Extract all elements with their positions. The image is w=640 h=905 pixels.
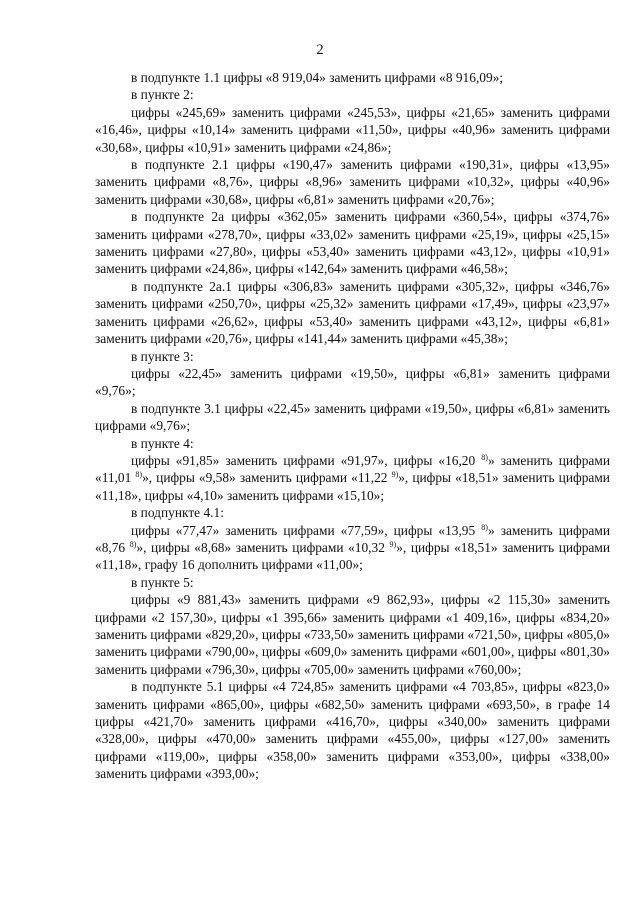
paragraph-2a: в подпункте 2а цифры «362,05» заменить цифрами «360,54», цифры «374,76» заменить цифрами «278,70», цифры «33,02» заменить цифрами «25,19», цифры «25,15» заменить цифрами «27,80», цифры «53,40» заменить цифрами «43,12», цифры «10,91» заменить цифрами «24,86», цифры «142,64» заменить цифрами «46,58»;	[95, 209, 610, 277]
paragraph-item-3: цифры «22,45» заменить цифрами «19,50», цифры «6,81» заменить цифрами «9,76»;	[95, 365, 610, 399]
footnote-ref: 8)	[135, 470, 143, 480]
footnote-ref: 9)	[389, 539, 397, 549]
paragraph-item-4	[95, 452, 610, 504]
text-segment: » заменить цифрами «8,76	[95, 522, 610, 555]
paragraph-4-1	[95, 522, 610, 574]
paragraph-5-1: в подпункте 5.1 цифры «4 724,85» заменить цифрами «4 703,85», цифры «823,0» заменить цифрами «865,00», цифры «682,50» заменить цифрами «693,50», в графе 14 цифры «421,70» заменить цифрами «416,70», цифры «340,00» заменить цифрами «328,00», цифры «470,00» заменить цифрами «455,00», цифры «127,00» заменить цифрами «119,00», цифры «358,00» заменить цифрами «353,00», цифры «338,00» заменить цифрами «393,00»;	[95, 679, 610, 782]
footnote-ref: 9)	[391, 470, 399, 480]
paragraph-2-1: в подпункте 2.1 цифры «190,47» заменить цифрами «190,31», цифры «13,95» заменить цифрами «8,76», цифры «8,96» заменить цифрами «10,32», цифры «40,96» заменить цифрами «30,68», цифры «6,81» заменить цифрами «20,76»;	[95, 157, 610, 207]
text-segment: цифры «91,85» заменить цифрами «91,97», цифры «16,20	[131, 452, 476, 468]
paragraph-3-1: в подпункте 3.1 цифры «22,45» заменить цифрами «19,50», цифры «6,81» заменить цифрами «9,76»;	[95, 400, 610, 434]
paragraph-item-5: цифры «9 881,43» заменить цифрами «9 862,93», цифры «2 115,30» заменить цифрами «2 157,30», цифры «1 395,66» заменить цифрами «1 409,16», цифры «834,20» заменить цифрами «829,20», цифры «733,50» заменить цифрами «721,50», цифры «805,0» заменить цифрами «790,00», цифры «609,0» заменить цифрами «601,00», цифры «801,30» заменить цифрами «796,30», цифры «705,00» заменить цифрами «760,00»;	[95, 592, 610, 677]
paragraph-item-2-heading: в пункте 2:	[131, 87, 194, 103]
page-number: 2	[316, 42, 324, 58]
paragraph-2a-1: в подпункте 2а.1 цифры «306,83» заменить цифрами «305,32», цифры «346,76» заменить цифрами «250,70», цифры «25,32» заменить цифрами «17,49», цифры «23,97» заменить цифрами «26,62», цифры «53,40» заменить цифрами «43,12», цифры «6,81» заменить цифрами «20,76», цифры «141,44» заменить цифрами «45,38»;	[95, 278, 610, 347]
text-segment: цифры «77,47» заменить цифрами «77,59», цифры «13,95	[131, 522, 476, 538]
footnote-ref: 8)	[481, 522, 488, 532]
paragraph-1-1: в подпункте 1.1 цифры «8 919,04» заменить цифрами «8 916,09»;	[131, 70, 504, 85]
paragraph-item-2: цифры «245,69» заменить цифрами «245,53», цифры «21,65» заменить цифрами «16,46», цифры «10,14» заменить цифрами «11,50», цифры «40,96» заменить цифрами «30,68», цифры «10,91» заменить цифрами «24,86»;	[95, 104, 610, 155]
paragraph-item-5-heading: в пункте 5:	[131, 574, 194, 590]
paragraph-item-4-heading: в пункте 4:	[131, 435, 194, 451]
footnote-ref: 8)	[481, 452, 488, 462]
paragraph-4-1-heading: в подпункте 4.1:	[131, 505, 224, 521]
footnote-ref: 8)	[129, 539, 137, 549]
text-segment: », цифры «8,68» заменить цифрами «10,32	[136, 539, 385, 555]
paragraph-item-3-heading: в пункте 3:	[131, 348, 194, 364]
text-segment: » заменить цифрами «11,01	[95, 452, 610, 486]
text-segment: », цифры «18,51» заменить цифрами «11,18», цифры «4,10» заменить цифрами «15,10»;	[95, 470, 610, 503]
text-segment: », цифры «9,58» заменить цифрами «11,22	[142, 470, 388, 486]
document-body	[95, 69, 610, 783]
text-segment: », цифры «18,51» заменить цифрами «11,18», графу 16 дополнить цифрами «11,00»;	[95, 539, 611, 573]
